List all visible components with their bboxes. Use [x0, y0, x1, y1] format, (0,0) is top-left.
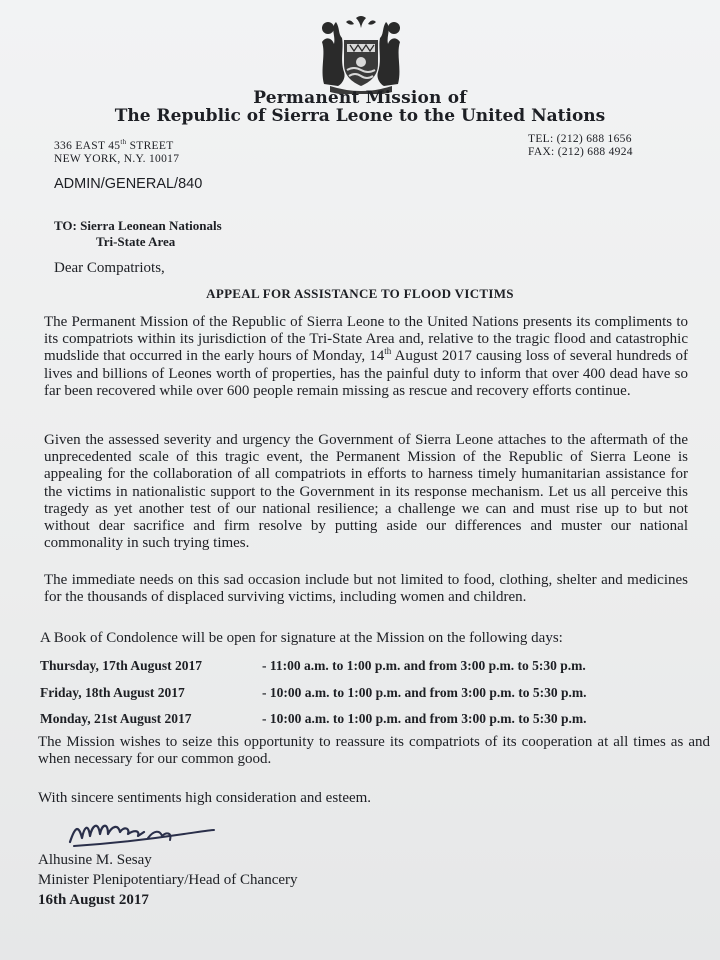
recipient-block — [54, 218, 222, 250]
coat-of-arms-icon — [316, 14, 406, 94]
paragraph-4: The Mission wishes to seize this opportunity to reassure its compatriots of its cooperation at all times as and when necessary for our common good. — [38, 734, 710, 768]
recipient-line-1: TO: Sierra Leonean Nationals — [54, 218, 222, 233]
schedule-time: - 10:00 a.m. to 1:00 p.m. and from 3:00 p.m. to 5:30 p.m. — [262, 685, 587, 700]
mission-contact — [528, 133, 633, 159]
letter-date: 16th August 2017 — [38, 892, 149, 908]
fax-number: FAX: (212) 688 4924 — [528, 146, 633, 158]
mission-address — [54, 136, 179, 166]
schedule-day: Thursday, 17th August 2017 — [40, 658, 203, 673]
schedule-time: - 10:00 a.m. to 1:00 p.m. and from 3:00 p.m. to 5:30 p.m. — [262, 711, 587, 726]
recipient-line-2: Tri-State Area — [96, 234, 176, 249]
schedule-time: - 11:00 a.m. to 1:00 p.m. and from 3:00 p.m. to 5:30 p.m. — [262, 658, 586, 673]
paragraph-1: The Permanent Mission of the Republic of Sierra Leone to the United Nations presents its compliments to its compatriots within its jurisdiction of the Tri-State Area and, relative to the tragic flood and catastrophic mudslide that occurred in the early hours of Monday, 14th August 2017 causing loss of several hundreds of lives and billions of Leones worth of properties, has the painful duty to inform that over 400 dead have so far been recovered while over 600 people remain missing as rescue and recovery efforts continue. — [44, 314, 688, 399]
salutation: Dear Compatriots, — [54, 260, 165, 276]
reference-number: ADMIN/GENERAL/840 — [54, 176, 203, 192]
condolence-intro: A Book of Condolence will be open for signature at the Mission on the following days: — [40, 630, 563, 646]
paragraph-2: Given the assessed severity and urgency the Government of Sierra Leone attaches to the aftermath of the unprecedented scale of this tragic event, the Permanent Mission of the Republic of Sierra Leone is appealing for the collaboration of all compatriots in efforts to harness timely humanitarian assistance for the victims in nationalistic support to the Government in its response mechanism. Let us all perceive this tragedy as yet another test of our national resilience; a challenge we can and must rise up to but not without dear sacrifice and firm resolve by putting aside our differences and muster our national commonality in such trying times. — [44, 432, 688, 552]
schedule-day: Friday, 18th August 2017 — [40, 685, 185, 700]
mission-subtitle: The Republic of Sierra Leone to the United Nations — [114, 106, 606, 126]
paragraph-3: The immediate needs on this sad occasion include but not limited to food, clothing, shelter and medicines for the thousands of displaced surviving victims, including women and children. — [44, 572, 688, 606]
signatory-title: Minister Plenipotentiary/Head of Chancery — [38, 872, 298, 888]
telephone-number: TEL: (212) 688 1656 — [528, 133, 632, 145]
address-line-2: NEW YORK, N.Y. 10017 — [54, 152, 180, 165]
signatory-name: Alhusine M. Sesay — [38, 852, 152, 868]
schedule-day: Monday, 21st August 2017 — [40, 711, 192, 726]
address-line-1: 336 EAST 45th STREET — [54, 138, 174, 152]
closing-line: With sincere sentiments high consideration and esteem. — [38, 790, 372, 806]
mission-title: Permanent Mission of — [253, 88, 467, 108]
letter-subject: APPEAL FOR ASSISTANCE TO FLOOD VICTIMS — [206, 286, 514, 301]
